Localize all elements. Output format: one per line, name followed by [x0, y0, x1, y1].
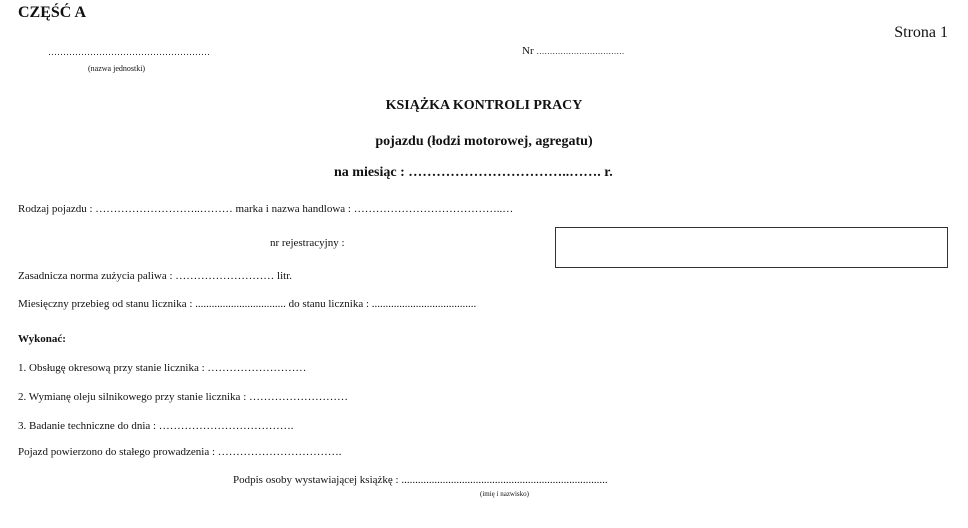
page-number: Strona 1	[894, 24, 948, 41]
assigned-driver-field[interactable]: Pojazd powierzono do stałego prowadzenia : …………………………….	[18, 446, 342, 458]
issuer-signature-field[interactable]: Podpis osoby wystawiającej książkę : ...........................................................................	[233, 474, 608, 486]
document-title: KSIĄŻKA KONTROLI PRACY	[385, 98, 583, 113]
vehicle-type-field[interactable]: Rodzaj pojazdu : ………………………..……… marka i nazwa handlowa : …………………………………..…	[18, 203, 514, 215]
registration-label: nr rejestracyjny :	[270, 237, 345, 249]
section-title: CZĘŚĆ A	[18, 4, 87, 21]
number-dots: ……………………………	[536, 47, 625, 56]
number-field[interactable]	[522, 45, 624, 57]
unit-name-field[interactable]: ………………………………………………	[48, 47, 210, 57]
month-field[interactable]: na miesiąc : ……………………………..……. r.	[334, 165, 613, 180]
signature-caption: (imię i nazwisko)	[480, 490, 529, 498]
periodic-service-field[interactable]: 1. Obsługę okresową przy stanie licznika : ………………………	[18, 362, 307, 374]
number-label: Nr	[522, 45, 534, 57]
fuel-norm-field[interactable]: Zasadnicza norma zużycia paliwa : ……………………… litr.	[18, 270, 293, 282]
tasks-heading: Wykonać:	[18, 333, 66, 345]
unit-name-caption: (nazwa jednostki)	[88, 64, 146, 73]
oil-change-field[interactable]: 2. Wymianę oleju silnikowego przy stanie licznika : ………………………	[18, 391, 348, 403]
document-subtitle: pojazdu (łodzi motorowej, agregatu)	[375, 134, 593, 149]
mileage-field[interactable]: Miesięczny przebieg od stanu licznika : ................................. do stanu licznika : ......................................	[18, 298, 477, 310]
technical-inspection-field[interactable]: 3. Badanie techniczne do dnia : ……………………………….	[18, 420, 294, 432]
registration-number-box[interactable]	[555, 227, 948, 268]
